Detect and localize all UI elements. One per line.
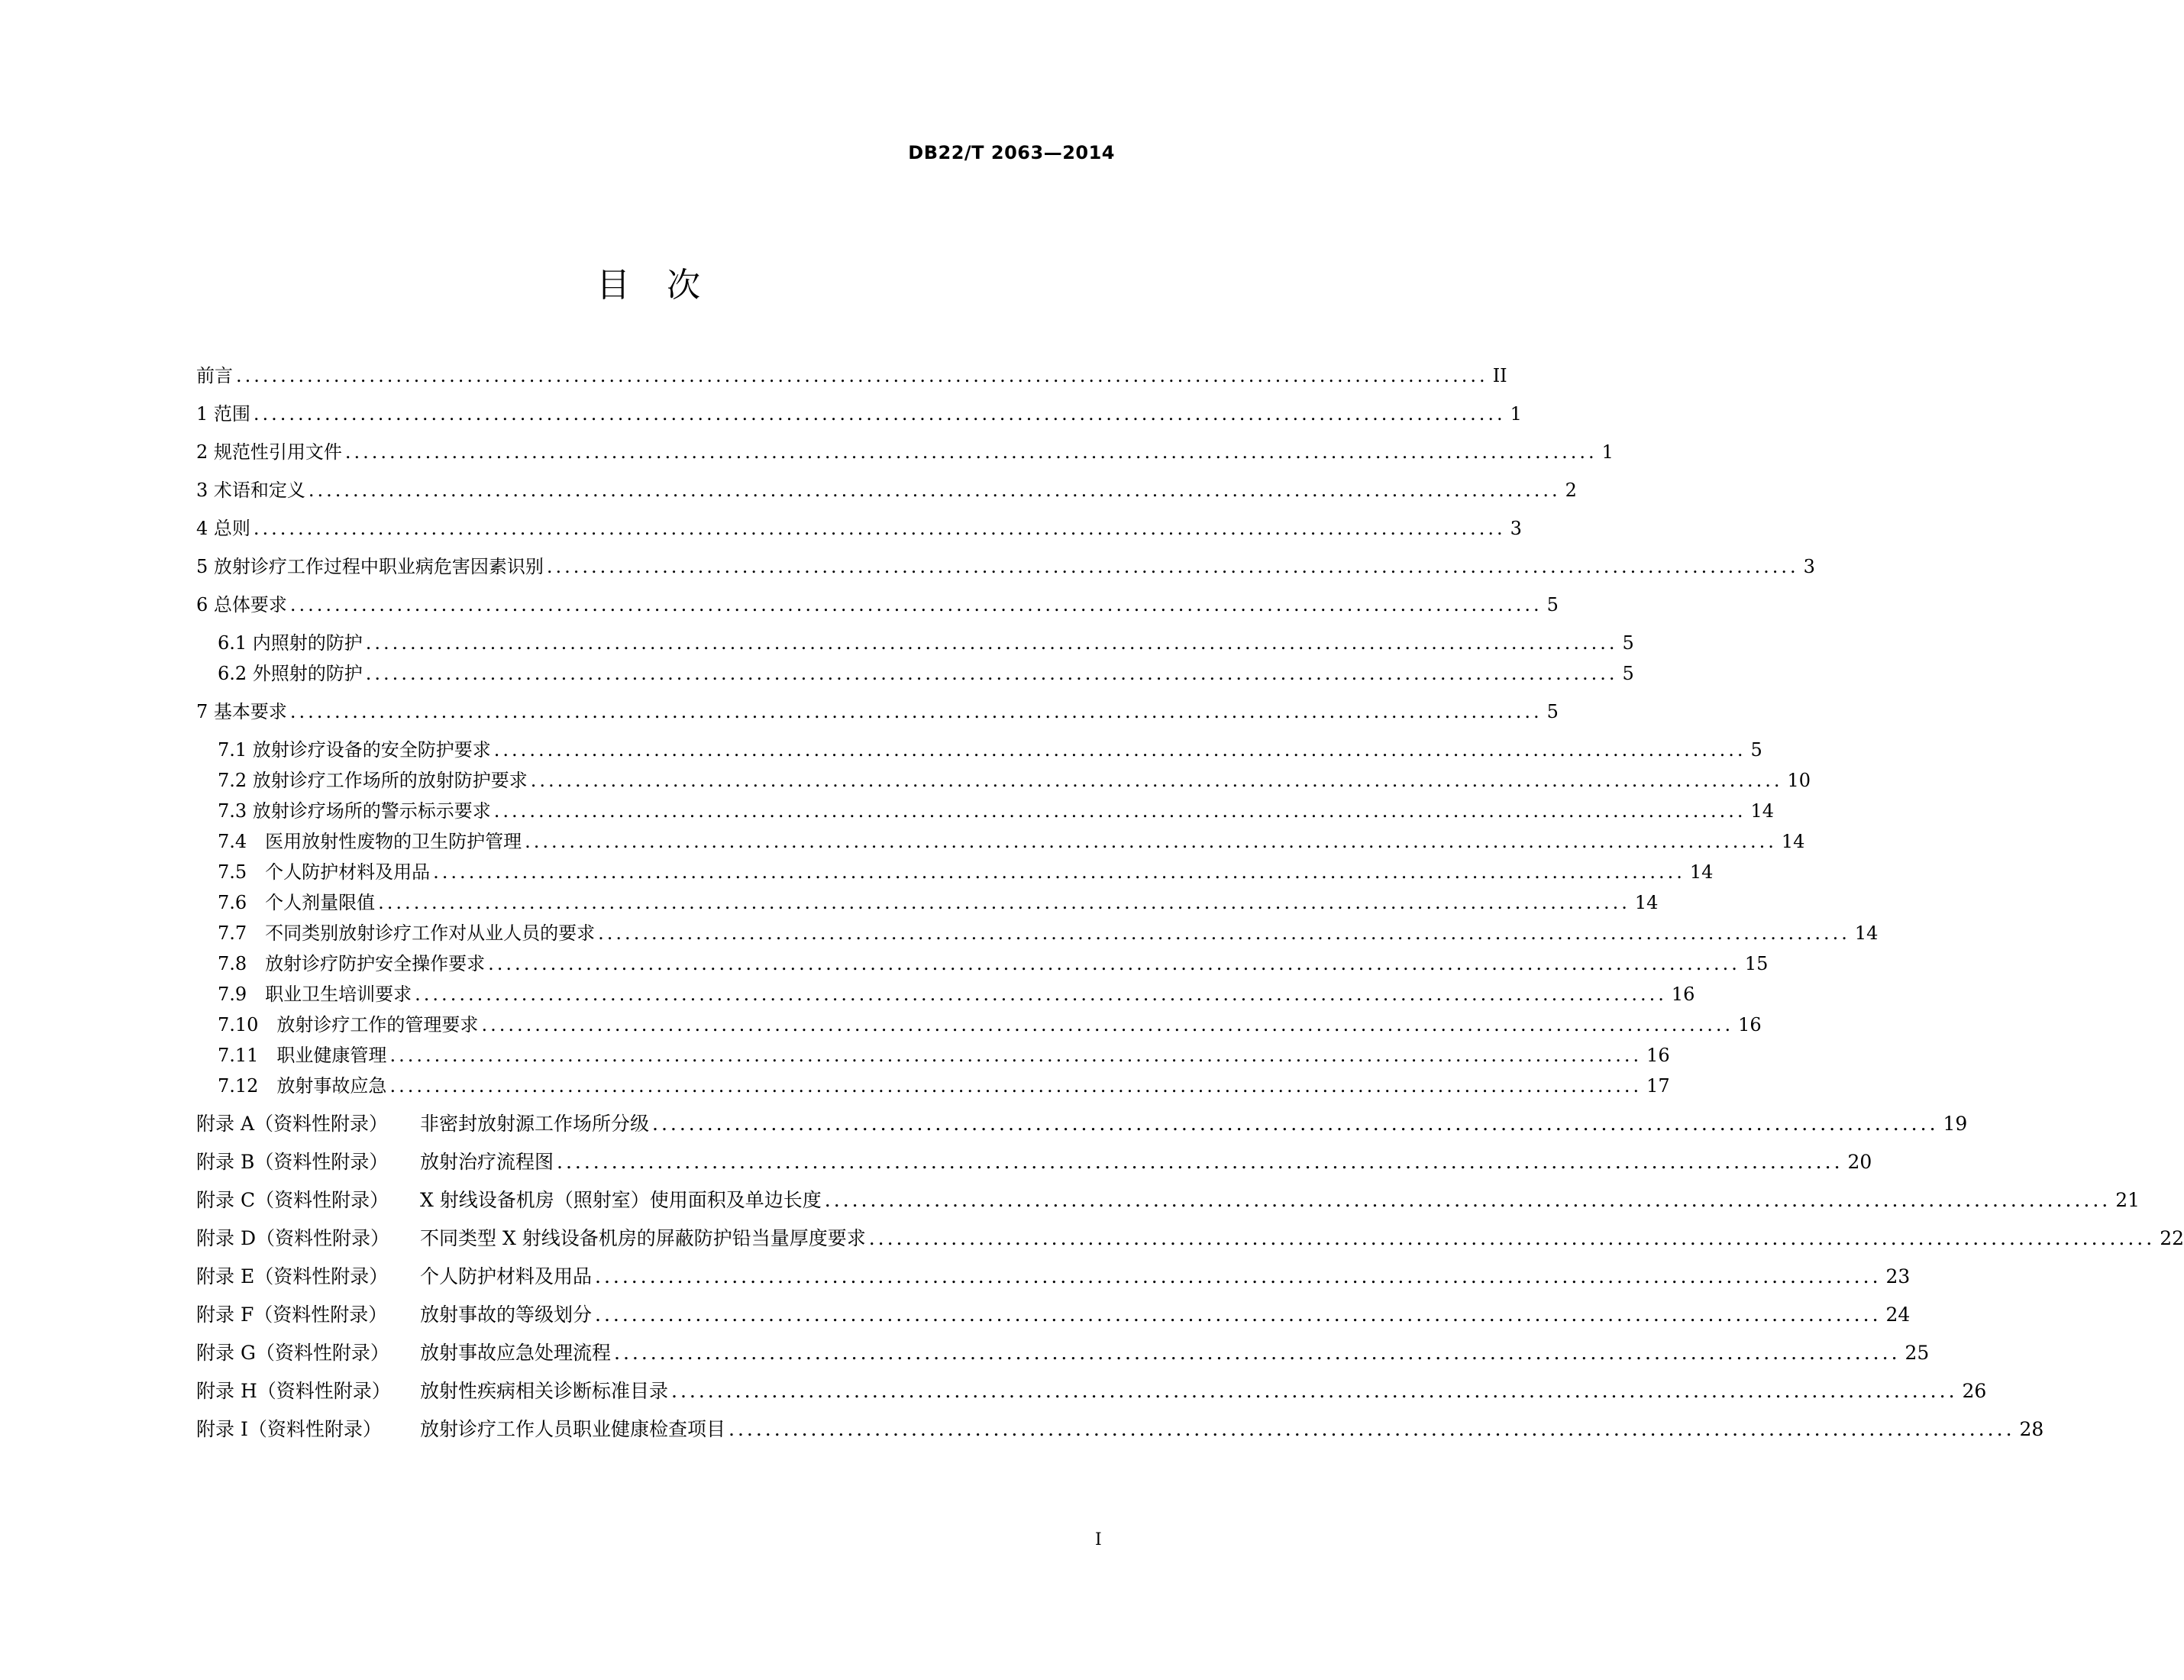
toc-entry-page: 5	[1546, 701, 1559, 722]
toc-entry-label: 7.3 放射诊疗场所的警示标示要求	[218, 800, 491, 822]
toc-leader-dots: .............................................................................................................................................	[493, 800, 1746, 822]
toc-appendix-a[interactable]	[196, 1106, 1968, 1136]
toc-entry-label	[196, 1112, 649, 1136]
appendix-heading: 附录 B（资料性附录）	[196, 1151, 389, 1173]
toc-appendix-h[interactable]	[196, 1373, 1987, 1404]
toc-entry-page: 5	[1622, 663, 1634, 684]
toc-leader-dots: .............................................................................................................................................	[729, 1418, 2015, 1440]
toc-entry-label: 7.10 放射诊疗工作的管理要求	[218, 1014, 479, 1035]
toc-entry-page: 16	[1738, 1014, 1762, 1035]
toc-entry-label: 3 术语和定义	[196, 480, 305, 501]
toc-entry-7-12[interactable]	[218, 1068, 1670, 1098]
toc-entry-page: 10	[1787, 770, 1811, 791]
toc-entry-page: 21	[2115, 1189, 2140, 1211]
toc-entry-page: 16	[1671, 984, 1695, 1005]
toc-entry-2[interactable]	[196, 434, 1614, 464]
toc-leader-dots: .............................................................................................................................................	[488, 953, 1740, 974]
toc-entry-label	[196, 1150, 554, 1174]
toc-entry-5[interactable]	[196, 548, 1815, 579]
toc-leader-dots: .............................................................................................................................................	[824, 1189, 2111, 1211]
toc-entry-page: 2	[1565, 480, 1577, 501]
toc-entry-label: 7.1 放射诊疗设备的安全防护要求	[218, 739, 491, 761]
toc-entry-label	[196, 1341, 611, 1365]
toc-entry-page: 22	[2160, 1227, 2184, 1249]
toc-leader-dots: .............................................................................................................................................	[365, 663, 1618, 684]
toc-appendix-i[interactable]	[196, 1411, 2044, 1442]
toc-appendix-g[interactable]	[196, 1335, 1930, 1365]
toc-entry-page: 14	[1854, 922, 1879, 944]
toc-entry-7-8[interactable]	[218, 945, 1769, 976]
toc-entry-7-3[interactable]	[218, 793, 1775, 823]
appendix-heading: 附录 I（资料性附录）	[196, 1418, 382, 1440]
appendix-title: 放射诊疗工作人员职业健康检查项目	[420, 1418, 726, 1440]
appendix-title: 放射性疾病相关诊断标准目录	[420, 1380, 669, 1402]
toc-leader-dots: .............................................................................................................................................	[236, 365, 1488, 386]
toc-entry-foreword[interactable]	[196, 357, 1507, 388]
toc-leader-dots: .............................................................................................................................................	[595, 1265, 1882, 1287]
toc-leader-dots: .............................................................................................................................................	[253, 403, 1506, 425]
toc-entry-page: 5	[1546, 594, 1559, 615]
toc-entry-page: 3	[1803, 556, 1815, 577]
toc-entry-page: 3	[1510, 518, 1522, 539]
toc-entry-label: 7.11 职业健康管理	[218, 1045, 387, 1066]
appendix-title: 放射事故的等级划分	[420, 1304, 593, 1326]
toc-appendix-b[interactable]	[196, 1144, 1872, 1174]
toc-entry-label	[196, 1379, 668, 1404]
toc-entry-page: 5	[1622, 632, 1634, 654]
toc-leader-dots: .............................................................................................................................................	[525, 831, 1777, 852]
toc-appendix-e[interactable]	[196, 1258, 1911, 1289]
appendix-title: 放射治疗流程图	[420, 1151, 554, 1173]
appendix-heading: 附录 F（资料性附录）	[196, 1304, 388, 1326]
toc-entry-7-6[interactable]	[218, 884, 1659, 915]
toc-entry-label: 7.9 职业卫生培训要求	[218, 984, 412, 1005]
toc-entry-label: 4 总则	[196, 518, 250, 539]
toc-entry-page: 26	[1962, 1380, 1987, 1402]
toc-entry-label: 6.1 内照射的防护	[218, 632, 363, 654]
toc-leader-dots: .............................................................................................................................................	[433, 861, 1685, 883]
toc-entry-7-9[interactable]	[218, 976, 1695, 1006]
toc-entry-7-2[interactable]	[218, 762, 1811, 793]
toc-entry-page: 28	[2019, 1418, 2044, 1440]
toc-leader-dots: .............................................................................................................................................	[868, 1227, 2156, 1249]
toc-leader-dots: .............................................................................................................................................	[546, 556, 1799, 577]
toc-entry-page: 19	[1943, 1113, 1968, 1135]
toc-appendix-c[interactable]	[196, 1182, 2140, 1213]
toc-leader-dots: .............................................................................................................................................	[652, 1113, 1939, 1135]
toc-entry-4[interactable]	[196, 510, 1522, 541]
toc-entry-label	[196, 1226, 866, 1251]
standard-code: DB22/T 2063—2014	[908, 142, 1115, 163]
toc-leader-dots: .............................................................................................................................................	[253, 518, 1506, 539]
toc-entry-label	[196, 1265, 592, 1289]
toc-entry-label: 7.4 医用放射性废物的卫生防护管理	[218, 831, 522, 852]
toc-entry-label: 7.5 个人防护材料及用品	[218, 861, 431, 883]
toc-entry-page: 16	[1646, 1045, 1670, 1066]
toc-entry-page: 14	[1634, 892, 1659, 913]
toc-entry-label: 6 总体要求	[196, 594, 287, 615]
toc-entry-page: 1	[1601, 441, 1614, 463]
toc-entry-label: 5 放射诊疗工作过程中职业病危害因素识别	[196, 556, 544, 577]
page-number: I	[1095, 1530, 1102, 1549]
toc-entry-page: II	[1492, 365, 1507, 386]
appendix-title: 放射事故应急处理流程	[420, 1342, 612, 1364]
toc-entry-page: 14	[1781, 831, 1805, 852]
toc-leader-dots: .............................................................................................................................................	[308, 480, 1561, 501]
toc-entry-page: 14	[1689, 861, 1714, 883]
toc-entry-label: 7.6 个人剂量限值	[218, 892, 376, 913]
toc-leader-dots: .............................................................................................................................................	[671, 1380, 1958, 1402]
toc-entry-label	[196, 1188, 822, 1213]
toc-entry-7-4[interactable]	[218, 823, 1805, 854]
toc-entry-page: 24	[1885, 1304, 1911, 1326]
toc-entry-7[interactable]	[196, 693, 1559, 724]
toc-leader-dots: .............................................................................................................................................	[289, 594, 1543, 615]
toc-entry-6-2[interactable]	[218, 655, 1634, 686]
toc-entry-label: 7.2 放射诊疗工作场所的放射防护要求	[218, 770, 528, 791]
toc-leader-dots: .............................................................................................................................................	[389, 1045, 1643, 1066]
toc-entry-7-10[interactable]	[218, 1006, 1762, 1037]
toc-entry-7-7[interactable]	[218, 915, 1879, 945]
toc-entry-7-1[interactable]	[218, 732, 1762, 762]
toc-entry-page: 15	[1744, 953, 1769, 974]
toc-appendix-f[interactable]	[196, 1297, 1911, 1327]
toc-entry-7-11[interactable]	[218, 1037, 1670, 1068]
toc-appendix-d[interactable]	[196, 1220, 2184, 1251]
toc-leader-dots: .............................................................................................................................................	[530, 770, 1783, 791]
toc-leader-dots: .............................................................................................................................................	[389, 1075, 1643, 1097]
toc-entry-6-1[interactable]	[218, 625, 1634, 655]
appendix-heading: 附录 A（资料性附录）	[196, 1113, 389, 1135]
toc-entry-6[interactable]	[196, 586, 1559, 617]
toc-leader-dots: .............................................................................................................................................	[344, 441, 1598, 463]
toc-leader-dots: .............................................................................................................................................	[493, 739, 1746, 761]
toc-entry-label: 7 基本要求	[196, 701, 287, 722]
toc-entry-label: 6.2 外照射的防护	[218, 663, 363, 684]
toc-leader-dots: .............................................................................................................................................	[378, 892, 1630, 913]
toc-entry-page: 17	[1646, 1075, 1670, 1097]
appendix-heading: 附录 G（资料性附录）	[196, 1342, 389, 1364]
appendix-heading: 附录 C（资料性附录）	[196, 1189, 389, 1211]
toc-entry-label	[196, 1303, 592, 1327]
toc-entry-label: 1 范围	[196, 403, 250, 425]
toc-entry-7-5[interactable]	[218, 854, 1714, 884]
appendix-title: X 射线设备机房（照射室）使用面积及单边长度	[420, 1189, 822, 1211]
toc-entry-page: 1	[1510, 403, 1522, 425]
appendix-heading: 附录 D（资料性附录）	[196, 1227, 389, 1249]
toc-leader-dots: .............................................................................................................................................	[481, 1014, 1734, 1035]
toc-leader-dots: .............................................................................................................................................	[557, 1151, 1843, 1173]
toc-leader-dots: .............................................................................................................................................	[415, 984, 1667, 1005]
appendix-heading: 附录 H（资料性附录）	[196, 1380, 391, 1402]
toc-entry-label: 前言	[196, 365, 233, 386]
toc-entry-label: 7.8 放射诊疗防护安全操作要求	[218, 953, 486, 974]
toc-entry-page: 25	[1905, 1342, 1930, 1364]
toc-entry-page: 20	[1847, 1151, 1872, 1173]
page-title: 目 次	[596, 266, 702, 305]
toc-entry-page: 23	[1885, 1265, 1911, 1287]
toc-leader-dots: .............................................................................................................................................	[289, 701, 1543, 722]
appendix-title: 个人防护材料及用品	[420, 1265, 593, 1287]
toc-leader-dots: .............................................................................................................................................	[365, 632, 1618, 654]
toc-entry-page: 5	[1750, 739, 1762, 761]
appendix-title: 非密封放射源工作场所分级	[420, 1113, 650, 1135]
appendix-heading: 附录 E（资料性附录）	[196, 1265, 389, 1287]
toc-entry-label: 2 规范性引用文件	[196, 441, 342, 463]
toc-entry-1[interactable]	[196, 396, 1522, 426]
toc-entry-3[interactable]	[196, 472, 1577, 502]
toc-leader-dots: .............................................................................................................................................	[598, 922, 1850, 944]
toc-entry-label: 7.7 不同类别放射诊疗工作对从业人员的要求	[218, 922, 596, 944]
toc-entry-label	[196, 1417, 725, 1442]
toc-leader-dots: .............................................................................................................................................	[614, 1342, 1901, 1364]
toc-entry-label: 7.12 放射事故应急	[218, 1075, 387, 1097]
appendix-title: 不同类型 X 射线设备机房的屏蔽防护铅当量厚度要求	[420, 1227, 866, 1249]
toc-entry-page: 14	[1750, 800, 1775, 822]
toc-leader-dots: .............................................................................................................................................	[595, 1304, 1882, 1326]
